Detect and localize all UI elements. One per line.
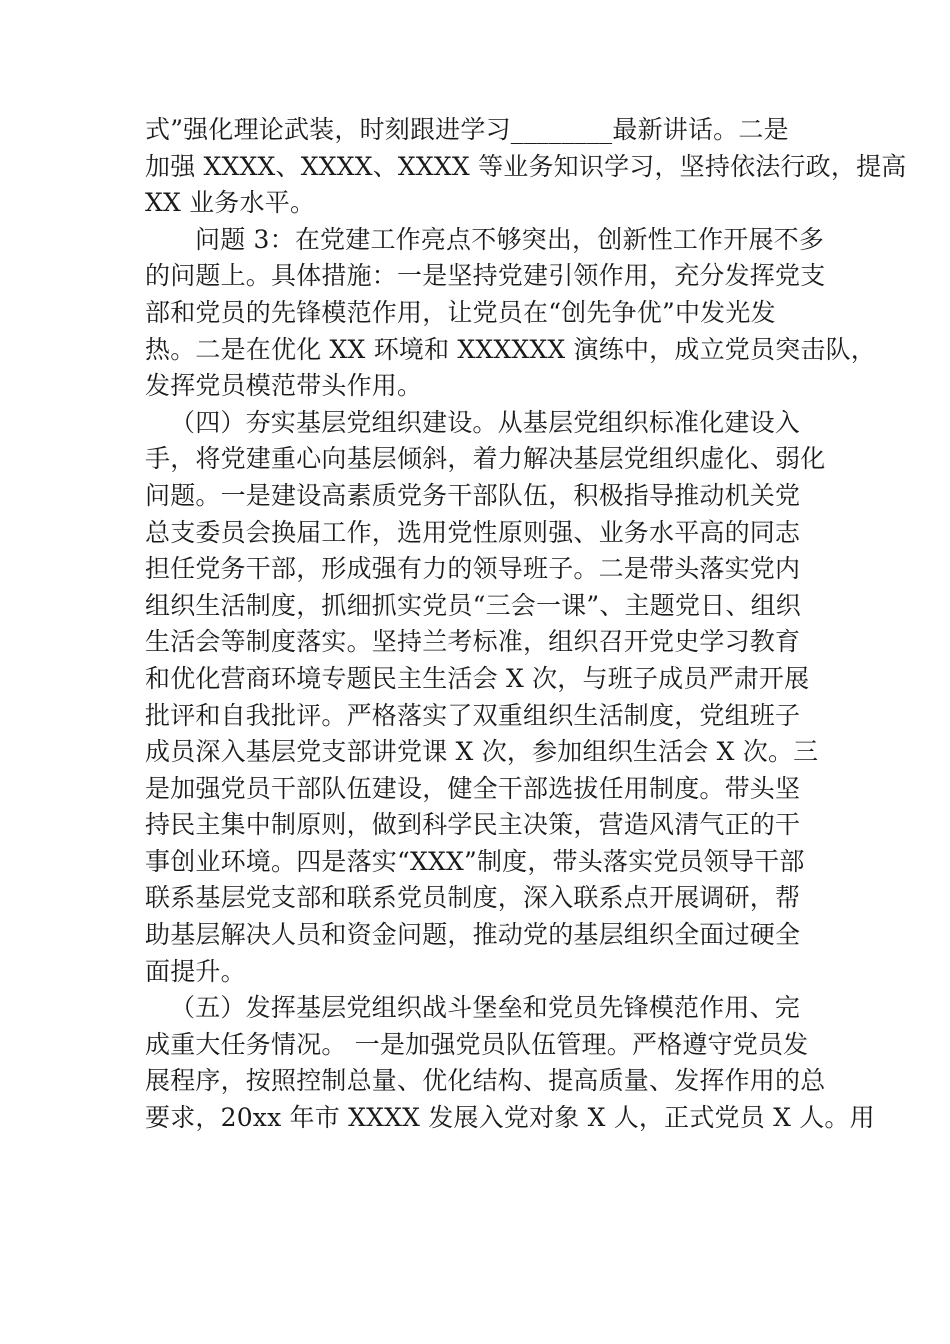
text-line: 和优化营商环境专题民主生活会 X 次，与班子成员严肃开展	[145, 663, 810, 693]
text-line: 组织生活制度，抓细抓实党员“三会一课”、主题党日、组织	[145, 590, 801, 620]
text-line: 的问题上。具体措施：一是坚持党建引领作用，充分发挥党支	[145, 261, 826, 291]
document-body	[145, 112, 907, 1137]
text-line: 事创业环境。四是落实“XXX”制度，带头落实党员领导干部	[145, 846, 805, 876]
text-line: 热。二是在优化 XX 环境和 XXXXXX 演练中，成立党员突击队，	[145, 334, 876, 364]
paragraph-study	[145, 112, 907, 222]
text-line: 加强 XXXX、XXXX、XXXX 等业务知识学习，坚持依法行政，提高	[145, 151, 907, 181]
text-line: 要求，20xx 年市 XXXX 发展入党对象 X 人，正式党员 X 人。用	[145, 1103, 875, 1133]
paragraph-section-4	[145, 405, 826, 991]
text-line: 助基层解决人员和资金问题，推动党的基层组织全面过硬全	[145, 920, 801, 950]
text-line: 成重大任务情况。 一是加强党员队伍管理。严格遵守党员发	[145, 1029, 809, 1059]
text-line: 发挥党员模范带头作用。	[145, 371, 423, 401]
section-heading-line: （五）发挥基层党组织战斗堡垒和党员先锋模范作用、完	[170, 993, 801, 1023]
section-heading-line: （四）夯实基层党组织建设。从基层党组织标准化建设入	[170, 407, 801, 437]
text-line: 生活会等制度落实。坚持兰考标准，组织召开党史学习教育	[145, 627, 801, 657]
paragraph-problem-3	[145, 222, 876, 405]
text-line: 面提升。	[145, 956, 246, 986]
text-line: 问题。一是建设高素质党务干部队伍，积极指导推动机关党	[145, 480, 801, 510]
text-line: 联系基层党支部和联系党员制度，深入联系点开展调研，帮	[145, 883, 801, 913]
paragraph-section-5	[145, 990, 875, 1136]
text-line: XX 业务水平。	[145, 188, 316, 218]
text-line: 总支委员会换届工作，选用党性原则强、业务水平高的同志	[145, 517, 801, 547]
text-line: 持民主集中制原则，做到科学民主决策，营造风清气正的干	[145, 810, 801, 840]
text-line: 批评和自我批评。严格落实了双重组织生活制度，党组班子	[145, 700, 801, 730]
text-line: 成员深入基层党支部讲党课 X 次，参加组织生活会 X 次。三	[145, 737, 819, 767]
text-line: 担任党务干部，形成强有力的领导班子。二是带头落实党内	[145, 554, 801, 584]
text-line: 是加强党员干部队伍建设，健全干部选拔任用制度。带头坚	[145, 773, 801, 803]
text-line: 式”强化理论武装，时刻跟进学习________最新讲话。二是	[145, 115, 789, 144]
text-line: 手，将党建重心向基层倾斜，着力解决基层党组织虚化、弱化	[145, 444, 826, 474]
text-line: 问题 3：在党建工作亮点不够突出，创新性工作开展不多	[195, 224, 825, 254]
text-line: 展程序，按照控制总量、优化结构、提高质量、发挥作用的总	[145, 1066, 826, 1096]
text-line: 部和党员的先锋模范作用，让党员在“创先争优”中发光发	[145, 297, 776, 327]
